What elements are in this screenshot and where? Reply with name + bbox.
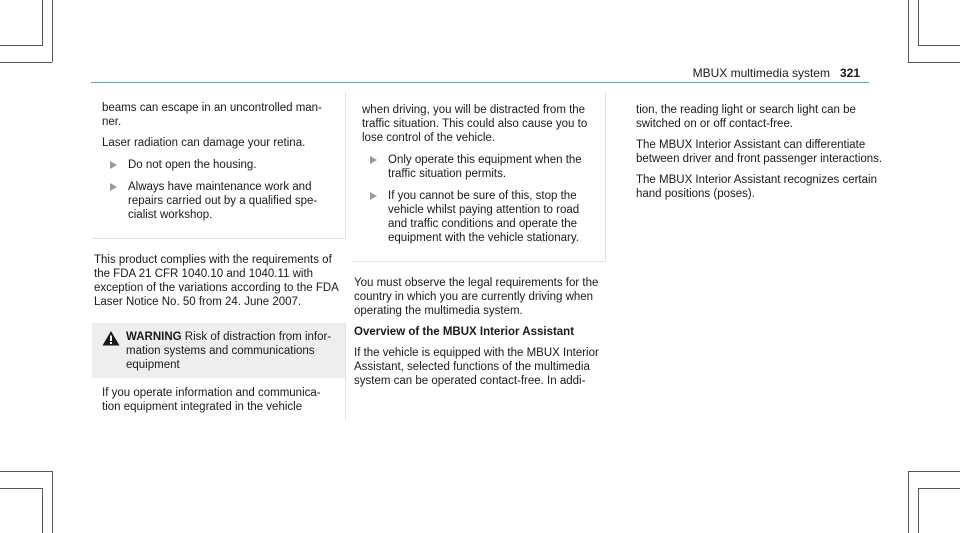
crop-mark <box>52 471 53 533</box>
crop-mark <box>908 471 960 472</box>
crop-mark <box>908 0 909 62</box>
crop-mark <box>918 488 919 533</box>
header-title: MBUX multimedia system <box>692 66 830 80</box>
warning-continuation-box <box>352 91 606 262</box>
warning-triangle-icon <box>102 330 120 346</box>
bullet-item <box>102 158 337 172</box>
bullet-arrow-icon <box>370 156 377 164</box>
bullet-arrow-icon <box>370 192 377 200</box>
crop-mark <box>42 0 43 46</box>
crop-mark <box>42 488 43 533</box>
warning-box <box>92 323 346 420</box>
page-number: 321 <box>839 66 860 80</box>
warning-header <box>92 323 345 378</box>
fda-paragraph: This product complies with the requirements of the FDA 21 CFR 1040.10 and 1040.11 with exception of the variations according to the FDA Laser Notice No. 50 from 24. June 2007. <box>94 254 339 308</box>
crop-mark <box>0 488 42 489</box>
header-rule <box>91 82 869 83</box>
crop-mark <box>0 62 52 63</box>
crop-mark <box>52 0 53 62</box>
bullet-arrow-icon <box>110 161 117 169</box>
bullet-item <box>362 153 597 181</box>
warning-body: If you operate information and communica- tion equipment integrated in the vehicle <box>102 387 321 413</box>
bullet-text: Always have maintenance work and repairs carried out by a qualified spe- cialist workshop. <box>128 181 318 221</box>
crop-mark <box>908 471 909 533</box>
overview-paragraph: If the vehicle is equipped with the MBUX Interior Assistant, selected functions of the multimedia system can be operated contact-free. In addi- <box>354 347 599 387</box>
bullet-text: Do not open the housing. <box>128 159 257 171</box>
paragraph: Laser radiation can damage your retina. <box>102 137 306 149</box>
crop-mark <box>0 45 42 46</box>
column-2 <box>352 91 606 395</box>
laser-note-box <box>92 91 346 239</box>
warning-label: WARNING <box>126 331 182 343</box>
column-1 <box>92 91 346 420</box>
crop-mark <box>918 488 960 489</box>
bullet-arrow-icon <box>110 183 117 191</box>
crop-mark <box>0 471 52 472</box>
bullet-text: If you cannot be sure of this, stop the vehicle whilst paying attention to road and traffic conditions and operate the equipment with the vehicle stationary. <box>388 190 580 244</box>
warning-heading: Risk of distraction from infor- mation systems and communications equipment <box>126 331 332 371</box>
paragraph: The MBUX Interior Assistant recognizes certain hand positions (poses). <box>636 174 877 200</box>
paragraph: The MBUX Interior Assistant can differentiate between driver and front passenger interactions. <box>636 139 883 165</box>
bullet-item <box>102 180 337 222</box>
bullet-item <box>362 189 597 245</box>
crop-mark <box>918 0 919 46</box>
column-3 <box>636 103 890 208</box>
paragraph: when driving, you will be distracted from the traffic situation. This could also cause you to lose control of the vehicle. <box>362 104 588 144</box>
legal-paragraph: You must observe the legal requirements for the country in which you are currently driving when operating the multimedia system. <box>354 277 599 317</box>
section-heading: Overview of the MBUX Interior Assistant <box>354 326 575 338</box>
crop-mark <box>908 62 960 63</box>
paragraph: tion, the reading light or search light can be switched on or off contact-free. <box>636 104 856 130</box>
crop-mark <box>918 45 960 46</box>
bullet-text: Only operate this equipment when the traffic situation permits. <box>388 154 582 180</box>
running-header <box>693 66 860 80</box>
paragraph: beams can escape in an uncontrolled man- ner. <box>102 102 322 128</box>
